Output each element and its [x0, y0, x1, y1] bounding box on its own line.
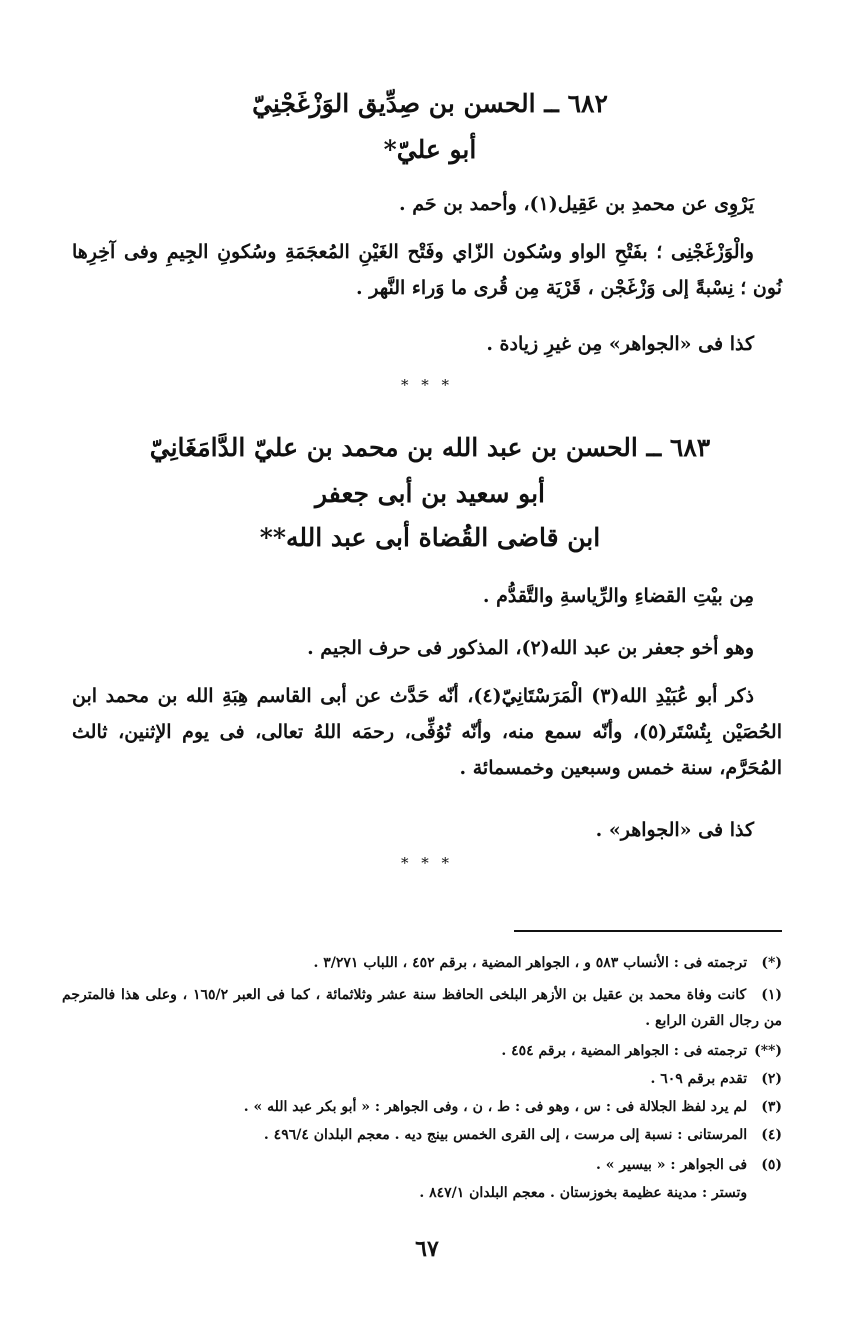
footnote-item: [62, 1038, 782, 1064]
footnote-mark: (٣): [761, 1099, 782, 1115]
section-separator: * * *: [400, 854, 454, 872]
entry-682-paragraph-3: كذا فى «الجواهر» مِن غيرِ زيادة .: [486, 333, 754, 355]
footnote-item: [62, 1180, 782, 1206]
footnote-text: كانت وفاة محمد بن عقيل بن الأزهر البلخى الحافظ سنة عشر وثلاثمائة ، كما فى العبر ١٦٥/٢ ، وعلى هذا فالمترجم من رجال القرن الرابع .: [62, 987, 782, 1029]
entry-682-heading: ٦٨٢ ــ الحسن بن صِدِّيق الوَزْغَجْنِيّ: [252, 89, 608, 118]
entry-683-lineage: ابن قاضى القُضاة أبى عبد الله**: [259, 523, 601, 552]
footnote-text: فى الجواهر : « بيسير » .: [595, 1157, 748, 1173]
footnote-mark: (٥): [761, 1157, 782, 1173]
footnote-mark: (٢): [761, 1071, 782, 1087]
entry-682-paragraph-1: يَرْوِى عن محمدِ بن عَقِيل(١)، وأحمد بن حَم .: [398, 193, 754, 215]
entry-682-kunya: أبو عليّ*: [383, 135, 477, 164]
footnote-item: [62, 950, 782, 976]
footnote-item: [62, 1152, 782, 1178]
page-number: ٦٧: [415, 1236, 439, 1262]
section-separator: * * *: [400, 376, 454, 394]
footnote-divider: [514, 930, 782, 932]
footnote-mark: (*): [761, 955, 782, 971]
footnote-text: المرستانى : نسبة إلى مرست ، إلى القرى الخمس بينج ديه . معجم البلدان ٤٩٦/٤ .: [263, 1127, 748, 1143]
entry-683-paragraph-2: وهو أخو جعفر بن عبد الله(٢)، المذكور فى حرف الجيم .: [307, 637, 754, 659]
footnote-text: ترجمته فى : الجواهر المضية ، برقم ٤٥٤ .: [501, 1043, 748, 1059]
entry-683-heading: ٦٨٣ ــ الحسن بن عبد الله بن محمد بن عليّ الدَّامَغَانِيّ: [149, 433, 711, 462]
footnote-text: لم يرد لفظ الجلالة فى : س ، وهو فى : ط ، ن ، وفى الجواهر : « أبو بكر عبد الله » .: [243, 1099, 748, 1115]
footnote-text: تقدم برقم ٦٠٩ .: [650, 1071, 748, 1087]
entry-682-paragraph-2: والْوَزْغَجْنِى ؛ بفَتْحِ الواو وسُكون الزّاي وفَتْح الغَيْنِ المُعجَمَةِ وسُكونِ الجِيمِ وفى آخِرِها نُون ؛ نِسْبةً إلى وَزْغَجْن ، قَرْيَة مِن قُرى ما وَراء النَّهر .: [72, 241, 782, 299]
entry-683-kunya: أبو سعيد بن أبى جعفر: [315, 479, 545, 508]
footnote-item: [62, 1122, 782, 1148]
footnote-item: [62, 1094, 782, 1120]
footnote-text: ترجمته فى : الأنساب ٥٨٣ و ، الجواهر المضية ، برقم ٤٥٢ ، اللباب ٣/٢٧١ .: [313, 955, 748, 971]
footnote-text: وتستر : مدينة عظيمة بخوزستان . معجم البلدان ٨٤٧/١ .: [419, 1185, 748, 1201]
entry-683-paragraph-3: ذكر أبو عُبَيْدِ الله(٣) الْمَرَسْتَانِيّ(٤)، أنّه حَدَّث عن أبى القاسم هِبَةِ الله بن محمد ابن الحُصَيْن بِتُسْتَر(٥)، وأنّه سمع منه، وأنّه تُوُفِّى، رحمَه اللهُ تعالى، فى يوم الإثنين، ثالث المُحَرَّم، سنة خمس وسبعين وخمسمائة .: [72, 685, 782, 779]
footnote-item: [62, 982, 782, 1034]
footnote-item: [62, 1066, 782, 1092]
footnote-mark: (٤): [761, 1127, 782, 1143]
entry-683-paragraph-1: مِن بيْتِ القضاءِ والرِّياسةِ والتَّقدُّم .: [482, 585, 754, 607]
footnote-mark: (**): [754, 1043, 782, 1059]
footnote-mark: (١): [761, 987, 782, 1003]
entry-683-paragraph-4: كذا فى «الجواهر» .: [595, 819, 754, 841]
